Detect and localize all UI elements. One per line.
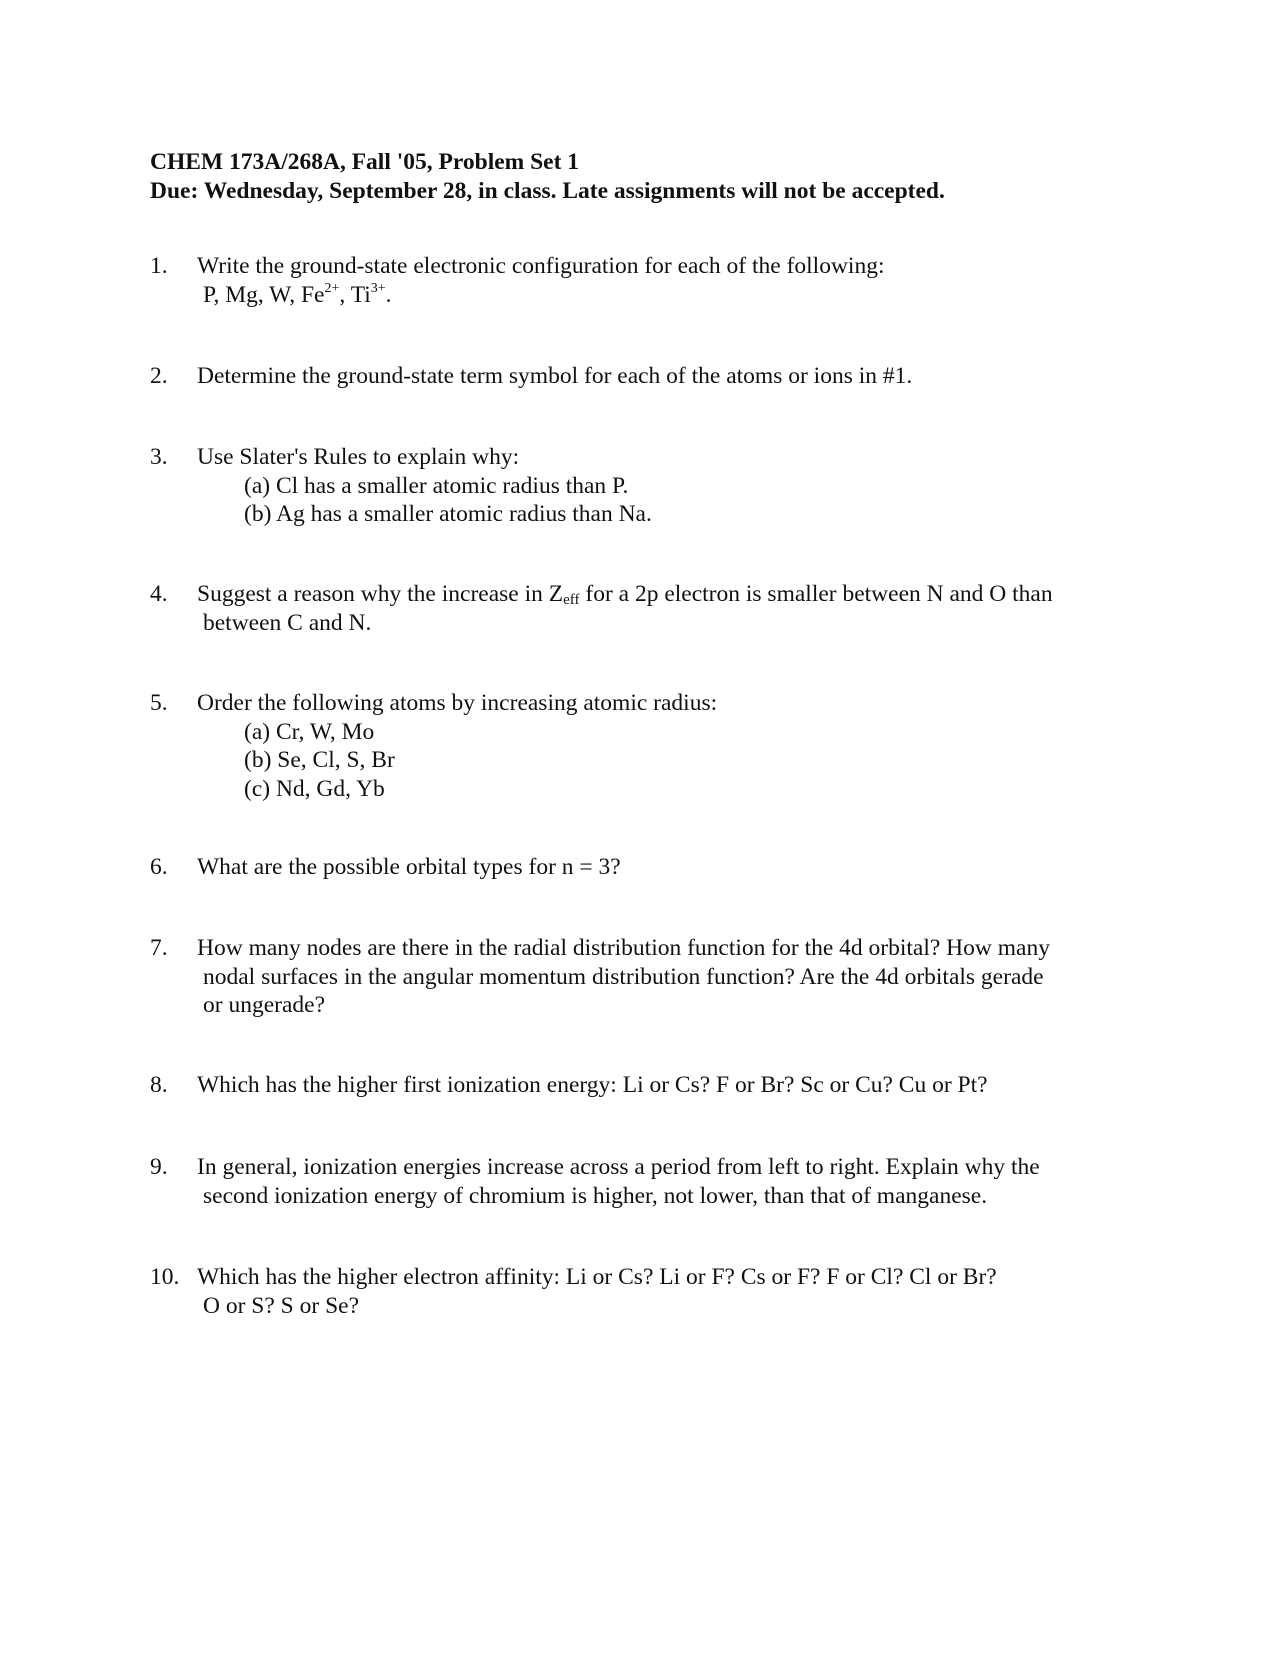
question-subpart-a: (a) Cl has a smaller atomic radius than P. bbox=[244, 472, 629, 499]
question-number: 6. bbox=[150, 854, 168, 880]
question-4 bbox=[150, 580, 1130, 637]
question-1 bbox=[150, 252, 1130, 309]
question-subpart-b: (b) Se, Cl, S, Br bbox=[244, 747, 395, 773]
due-date-line: Due: Wednesday, September 28, in class. Late assignments will not be accepted. bbox=[150, 178, 945, 204]
question-text: In general, ionization energies increase across a period from left to right. Explain why the bbox=[197, 1154, 1040, 1180]
question-text-continued: second ionization energy of chromium is higher, not lower, than that of manganese. bbox=[203, 1182, 988, 1209]
species-text: P, Mg, W, Fe bbox=[203, 281, 325, 308]
question-subpart-c: (c) Nd, Gd, Yb bbox=[244, 775, 385, 802]
species-text: , Ti bbox=[339, 281, 371, 308]
species-text: . bbox=[385, 281, 392, 308]
question-number: 2. bbox=[150, 363, 168, 389]
question-text-part: Suggest a reason why the increase in Z bbox=[197, 581, 564, 607]
question-8 bbox=[150, 1071, 1130, 1100]
question-6 bbox=[150, 853, 1130, 882]
question-number: 8. bbox=[150, 1072, 168, 1098]
question-number: 9. bbox=[150, 1154, 168, 1180]
question-text-part: for a 2p electron is smaller between N and O than bbox=[579, 581, 1053, 607]
document-title: CHEM 173A/268A, Fall '05, Problem Set 1 bbox=[150, 149, 580, 175]
question-text: How many nodes are there in the radial distribution function for the 4d orbital? How many bbox=[197, 935, 1050, 961]
question-text-continued: nodal surfaces in the angular momentum distribution function? Are the 4d orbitals gerade bbox=[203, 963, 1044, 990]
question-number: 4. bbox=[150, 581, 168, 607]
question-7 bbox=[150, 934, 1130, 1020]
question-text-continued: O or S? S or Se? bbox=[203, 1292, 359, 1319]
zeff-subscript: eff bbox=[563, 592, 580, 608]
question-number: 3. bbox=[150, 444, 168, 470]
question-9 bbox=[150, 1153, 1130, 1210]
document-header bbox=[150, 148, 945, 206]
question-text: Which has the higher first ionization energy: Li or Cs? F or Br? Sc or Cu? Cu or Pt? bbox=[197, 1072, 988, 1098]
question-5 bbox=[150, 689, 1130, 803]
question-text-continued: or ungerade? bbox=[203, 992, 325, 1018]
question-3 bbox=[150, 443, 1130, 529]
charge-superscript: 3+ bbox=[370, 280, 386, 296]
question-number: 1. bbox=[150, 253, 168, 279]
question-2 bbox=[150, 362, 1130, 391]
question-number: 7. bbox=[150, 935, 168, 961]
question-number: 5. bbox=[150, 690, 168, 716]
question-text: Write the ground-state electronic configuration for each of the following: bbox=[197, 253, 885, 279]
question-text: Order the following atoms by increasing atomic radius: bbox=[197, 690, 718, 716]
question-text-continued: between C and N. bbox=[203, 609, 372, 636]
question-subpart-b: (b) Ag has a smaller atomic radius than Na. bbox=[244, 501, 652, 527]
question-species-list bbox=[203, 281, 1130, 310]
question-text: Determine the ground-state term symbol for each of the atoms or ions in #1. bbox=[197, 363, 913, 389]
question-text: What are the possible orbital types for n = 3? bbox=[197, 854, 621, 880]
question-subpart-a: (a) Cr, W, Mo bbox=[244, 718, 375, 745]
question-10 bbox=[150, 1263, 1130, 1320]
question-text: Use Slater's Rules to explain why: bbox=[197, 444, 520, 470]
question-text: Which has the higher electron affinity: Li or Cs? Li or F? Cs or F? F or Cl? Cl or Br? bbox=[197, 1264, 997, 1290]
question-number: 10. bbox=[150, 1264, 180, 1290]
charge-superscript: 2+ bbox=[324, 280, 340, 296]
question-text bbox=[197, 580, 1130, 609]
